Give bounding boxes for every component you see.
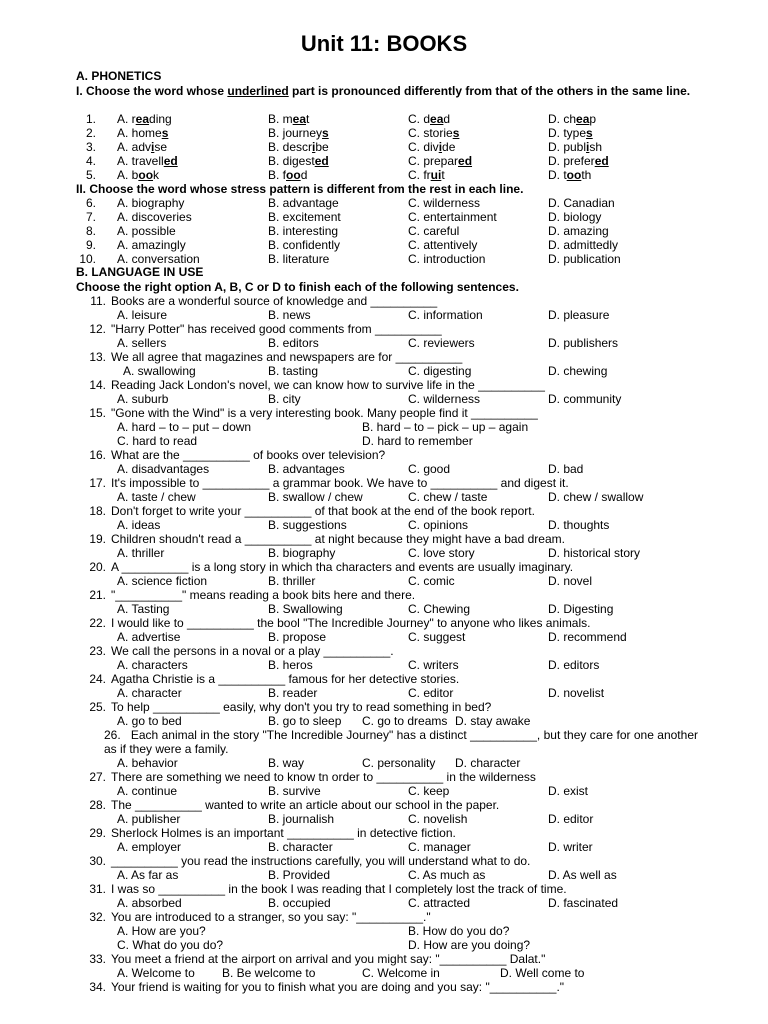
answer-option: B. reader (268, 686, 318, 700)
option-text-after: d (300, 168, 308, 182)
underlined-sound: i (312, 140, 316, 154)
answer-option: C. careful (408, 224, 460, 238)
answer-option: B. propose (268, 630, 327, 644)
answer-option: D. Digesting (548, 602, 614, 616)
underlined-sound: ed (594, 154, 609, 168)
answer-option: A. behavior (117, 756, 178, 770)
answer-option: B. character (268, 840, 333, 854)
question-stem: I was so __________ in the book I was reading that I completely lost the track of time. (111, 882, 567, 896)
answer-option: D. amazing (548, 224, 609, 238)
answer-option: B. editors (268, 336, 319, 350)
answer-option: B. journalish (268, 812, 335, 826)
answer-option: A. As far as (117, 868, 179, 882)
answer-option: A. hard – to – put – down (117, 420, 252, 434)
question-number: 8. (85, 224, 96, 238)
option-text-before: C. fr (408, 168, 431, 182)
option-text-after: th (581, 168, 592, 182)
answer-option: B. thriller (268, 574, 316, 588)
question-number: 31. (89, 882, 106, 896)
answer-option: D. publishers (548, 336, 619, 350)
question-number: 14. (89, 378, 106, 392)
underlined-sound: oo (138, 168, 154, 182)
option-text-after: se (154, 140, 168, 154)
answer-option: D. community (548, 392, 622, 406)
answer-option: A. go to bed (117, 714, 182, 728)
answer-option: C. writers (408, 658, 459, 672)
question-number: 1. (85, 112, 96, 126)
answer-option: C. reviewers (408, 336, 475, 350)
underlined-sound: i (151, 140, 155, 154)
question-number: 21. (89, 588, 106, 602)
answer-option: B. excitement (268, 210, 341, 224)
answer-option: B. Provided (268, 868, 331, 882)
answer-option: D. editor (548, 812, 594, 826)
question-number: 16. (89, 448, 106, 462)
question-number: 32. (89, 910, 106, 924)
answer-option (408, 168, 445, 182)
question-number: 5. (85, 168, 96, 182)
underlined-sound: ui (430, 168, 442, 182)
question-stem: It's impossible to __________ a grammar book. We have to __________ and digest it. (111, 476, 569, 490)
question-stem: Don't forget to write your __________ of that book at the end of the book report. (111, 504, 535, 518)
answer-option: C. entertainment (408, 210, 497, 224)
answer-option: A. absorbed (117, 896, 182, 910)
option-text-before: A. adv (117, 140, 152, 154)
answer-option: B. advantages (268, 462, 345, 476)
answer-option: A. leisure (117, 308, 168, 322)
answer-option: D. Canadian (548, 196, 615, 210)
answer-option: C. wilderness (408, 392, 481, 406)
question-stem: "__________" means reading a book bits here and there. (111, 588, 416, 602)
option-text-after: p (589, 112, 597, 126)
answer-option: C. chew / taste (408, 490, 488, 504)
option-text-after: d (443, 112, 451, 126)
question-stem: What are the __________ of books over television? (111, 448, 386, 462)
answer-option: A. employer (117, 840, 182, 854)
answer-option: C. editor (408, 686, 454, 700)
answer-option: A. continue (117, 784, 178, 798)
question-stem: We call the persons in a noval or a play __________. (111, 644, 394, 658)
answer-option: A. Tasting (117, 602, 170, 616)
question-stem: I would like to __________ the bool "The Incredible Journey" to anyone who likes animals. (111, 616, 591, 630)
answer-option: D. bad (548, 462, 584, 476)
underlined-sound: s (586, 126, 593, 140)
answer-option: A. amazingly (117, 238, 186, 252)
answer-option: B. go to sleep (268, 714, 342, 728)
option-text-before: C. prepar (408, 154, 459, 168)
answer-option: B. How do you do? (408, 924, 510, 938)
option-text-before: B. descr (268, 140, 313, 154)
answer-option: B. heros (268, 658, 313, 672)
option-text-before: B. digest (268, 154, 315, 168)
answer-option: A. sellers (117, 336, 167, 350)
question-stem: Sherlock Holmes is an important __________ in detective fiction. (111, 826, 456, 840)
answer-option: D. pleasure (548, 308, 610, 322)
answer-option: D. fascinated (548, 896, 619, 910)
answer-option: A. advertise (117, 630, 181, 644)
option-text-before: A. r (117, 112, 136, 126)
question-number: 26. (104, 728, 121, 742)
question-number: 6. (85, 196, 96, 210)
question-number: 12. (89, 322, 106, 336)
answer-option (548, 154, 609, 168)
answer-option: C. love story (408, 546, 475, 560)
answer-option (548, 112, 596, 126)
underlined-sound: ea (135, 112, 150, 126)
question-number: 7. (85, 210, 96, 224)
answer-option (408, 112, 450, 126)
answer-option: A. conversation (117, 252, 200, 266)
option-text-after: k (153, 168, 160, 182)
answer-option: D. hard to remember (362, 434, 473, 448)
answer-option (548, 168, 591, 182)
answer-option: C. information (408, 308, 483, 322)
answer-option: A. ideas (117, 518, 161, 532)
option-text-after: sh (589, 140, 603, 154)
answer-option: D. admittedly (548, 238, 619, 252)
answer-option: D. historical story (548, 546, 641, 560)
answer-option: A. publisher (117, 812, 181, 826)
answer-option: B. interesting (268, 224, 339, 238)
answer-option (117, 112, 172, 126)
answer-option (268, 154, 329, 168)
option-text-after: t (441, 168, 445, 182)
question-number: 29. (89, 826, 106, 840)
answer-option (268, 168, 307, 182)
answer-option (408, 126, 459, 140)
answer-option: C. suggest (408, 630, 466, 644)
answer-option: B. tasting (268, 364, 319, 378)
question-number: 3. (85, 140, 96, 154)
answer-option: C. comic (408, 574, 455, 588)
option-text-before: B. m (268, 112, 293, 126)
answer-option: A. disadvantages (117, 462, 210, 476)
answer-option: A. discoveries (117, 210, 192, 224)
question-number: 10. (79, 252, 96, 266)
question-number: 2. (85, 126, 96, 140)
answer-option: C. go to dreams (362, 714, 448, 728)
question-stem: To help __________ easily, why don't you try to read something in bed? (111, 700, 492, 714)
question-number: 33. (89, 952, 106, 966)
answer-option: C. introduction (408, 252, 486, 266)
instr-underlined-word: underlined (227, 84, 289, 98)
underlined-sound: ea (576, 112, 590, 126)
question-number: 24. (89, 672, 106, 686)
question-number: 22. (89, 616, 106, 630)
underlined-sound: ed (458, 154, 473, 168)
answer-option (117, 140, 167, 154)
section-a-heading: A. PHONETICS (76, 69, 162, 83)
underlined-sound: oo (286, 168, 301, 182)
answer-option: B. Swallowing (268, 602, 343, 616)
option-text-before: D. type (548, 126, 587, 140)
question-number: 30. (89, 854, 106, 868)
underlined-sound: ea (292, 112, 307, 126)
answer-option (268, 112, 309, 126)
underlined-sound: i (438, 140, 443, 154)
question-stem: Your friend is waiting for you to finish what you are doing and you say: "__________." (111, 980, 565, 994)
answer-option: D. writer (548, 840, 593, 854)
answer-option: B. way (268, 756, 305, 770)
answer-option: C. attentively (408, 238, 478, 252)
phonetics-instruction-2: II. Choose the word whose stress pattern is different from the rest in each line. (76, 182, 524, 196)
underlined-sound: s (452, 126, 460, 140)
answer-option: B. literature (268, 252, 330, 266)
answer-option: D. chew / swallow (548, 490, 644, 504)
answer-option: B. hard – to – pick – up – again (362, 420, 529, 434)
question-stem: The __________ wanted to write an article about our school in the paper. (111, 798, 500, 812)
answer-option: D. chewing (548, 364, 608, 378)
option-text-before: B. f (268, 168, 287, 182)
question-stem: Books are a wonderful source of knowledge and __________ (111, 294, 438, 308)
answer-option: C. Chewing (408, 602, 471, 616)
answer-option: B. Be welcome to (222, 966, 316, 980)
question-stem: You are introduced to a stranger, so you say: "__________." (111, 910, 431, 924)
answer-option (117, 126, 168, 140)
answer-option: B. city (268, 392, 301, 406)
question-stem: You meet a friend at the airport on arrival and you might say: "__________ Dalat." (111, 952, 546, 966)
answer-option: C. personality (362, 756, 436, 770)
answer-option: A. taste / chew (117, 490, 196, 504)
option-text-before: D. t (548, 168, 567, 182)
option-text-before: A. b (117, 168, 139, 182)
answer-option: D. publication (548, 252, 621, 266)
question-stem: "Harry Potter" has received good comments from __________ (111, 322, 442, 336)
question-number: 9. (85, 238, 96, 252)
answer-option: A. science fiction (117, 574, 208, 588)
underlined-sound: ed (314, 154, 329, 168)
question-stem: __________ you read the instructions carefully, you will understand what to do. (111, 854, 531, 868)
question-number: 18. (89, 504, 106, 518)
answer-option (268, 140, 329, 154)
question-number: 27. (89, 770, 106, 784)
answer-option (117, 154, 178, 168)
answer-option (268, 126, 329, 140)
question-number: 25. (89, 700, 106, 714)
question-number: 11. (90, 294, 106, 308)
answer-option: D. exist (548, 784, 589, 798)
answer-option (117, 168, 159, 182)
answer-option: D. stay awake (455, 714, 531, 728)
answer-option: C. digesting (408, 364, 472, 378)
answer-option (408, 140, 455, 154)
answer-option: C. opinions (408, 518, 469, 532)
answer-option: C. hard to read (117, 434, 198, 448)
question-number: 17. (89, 476, 106, 490)
answer-option: C. Welcome in (362, 966, 440, 980)
question-number: 23. (89, 644, 106, 658)
answer-option: C. keep (408, 784, 450, 798)
answer-option: D. editors (548, 658, 600, 672)
question-stem: We all agree that magazines and newspapers are for __________ (111, 350, 463, 364)
question-number: 13. (89, 350, 106, 364)
underlined-sound: ea (430, 112, 444, 126)
answer-option (408, 154, 472, 168)
question-stem: A __________ is a long story in which tha characters and events are usually imaginary. (111, 560, 574, 574)
answer-option: C. good (408, 462, 451, 476)
underlined-sound: oo (566, 168, 582, 182)
answer-option: B. suggestions (268, 518, 347, 532)
question-stem: Each animal in the story "The Incredible Journey" has a distinct __________, but they care for one another as if they were a family. (104, 728, 698, 756)
question-number: 34. (89, 980, 106, 994)
option-text-after: be (315, 140, 329, 154)
answer-option: A. How are you? (117, 924, 206, 938)
question-stem: "Gone with the Wind" is a very interesting book. Many people find it __________ (111, 406, 538, 420)
instr-prefix: I. Choose the word whose (76, 84, 228, 98)
answer-option: C. As much as (408, 868, 486, 882)
answer-option: C. wilderness (408, 196, 481, 210)
option-text-before: D. publ (548, 140, 587, 154)
answer-option: A. suburb (117, 392, 169, 406)
answer-option: A. biography (117, 196, 185, 210)
answer-option: B. occupied (268, 896, 331, 910)
answer-option: B. confidently (268, 238, 341, 252)
question-number: 28. (89, 798, 106, 812)
question-number: 4. (85, 154, 96, 168)
answer-option: A. possible (117, 224, 176, 238)
question-stem: Reading Jack London's novel, we can know how to survive life in the __________ (111, 378, 545, 392)
answer-option: C. attracted (408, 896, 471, 910)
option-text-after: de (442, 140, 456, 154)
underlined-sound: i (586, 140, 590, 154)
answer-option: A. Welcome to (117, 966, 195, 980)
underlined-sound: s (322, 126, 329, 140)
question-stem: There are something we need to know tn order to __________ in the wilderness (111, 770, 536, 784)
answer-option: D. biology (548, 210, 602, 224)
question-number: 15. (89, 406, 106, 420)
option-text-before: A. travell (117, 154, 164, 168)
answer-option: B. advantage (268, 196, 339, 210)
option-text-after: ding (149, 112, 172, 126)
answer-option: A. character (117, 686, 182, 700)
phonetics-instruction-1 (76, 84, 718, 98)
answer-option: D. thoughts (548, 518, 610, 532)
answer-option: D. novel (548, 574, 593, 588)
section-b-heading: B. LANGUAGE IN USE (76, 265, 204, 279)
answer-option: C. What do you do? (117, 938, 224, 952)
answer-option: B. biography (268, 546, 336, 560)
answer-option: D. As well as (548, 868, 617, 882)
answer-option: A. characters (117, 658, 188, 672)
answer-option: D. How are you doing? (408, 938, 531, 952)
instr-suffix: part is pronounced differently from that of the others in the same line. (288, 84, 691, 98)
underlined-sound: s (161, 126, 169, 140)
option-text-before: D. prefer (548, 154, 595, 168)
answer-option: B. swallow / chew (268, 490, 363, 504)
option-text-before: C. storie (408, 126, 453, 140)
answer-option: B. news (268, 308, 311, 322)
option-text-after: t (306, 112, 310, 126)
answer-option (548, 140, 602, 154)
answer-option: A. swallowing (123, 364, 196, 378)
answer-option: C. manager (408, 840, 471, 854)
answer-option: B. survive (268, 784, 321, 798)
answer-option: D. recommend (548, 630, 627, 644)
answer-option: A. thriller (117, 546, 165, 560)
answer-option: D. character (455, 756, 521, 770)
question-number: 20. (89, 560, 106, 574)
underlined-sound: ed (163, 154, 178, 168)
question-text (104, 728, 698, 756)
answer-option: D. novelist (548, 686, 605, 700)
option-text-before: A. home (117, 126, 162, 140)
page-title: Unit 11: BOOKS (300, 31, 468, 56)
answer-option: D. Well come to (500, 966, 585, 980)
section-b-instruction: Choose the right option A, B, C or D to finish each of the following sentences. (76, 280, 519, 294)
option-text-before: B. journey (268, 126, 323, 140)
answer-option (548, 126, 593, 140)
option-text-before: D. ch (548, 112, 577, 126)
question-stem: Agatha Christie is a __________ famous for her detective stories. (111, 672, 460, 686)
option-text-before: C. d (408, 112, 431, 126)
question-stem: Children shoudn't read a __________ at night because they might have a bad dream. (111, 532, 565, 546)
answer-option: C. novelish (408, 812, 468, 826)
option-text-before: C. div (408, 140, 439, 154)
question-number: 19. (89, 532, 106, 546)
